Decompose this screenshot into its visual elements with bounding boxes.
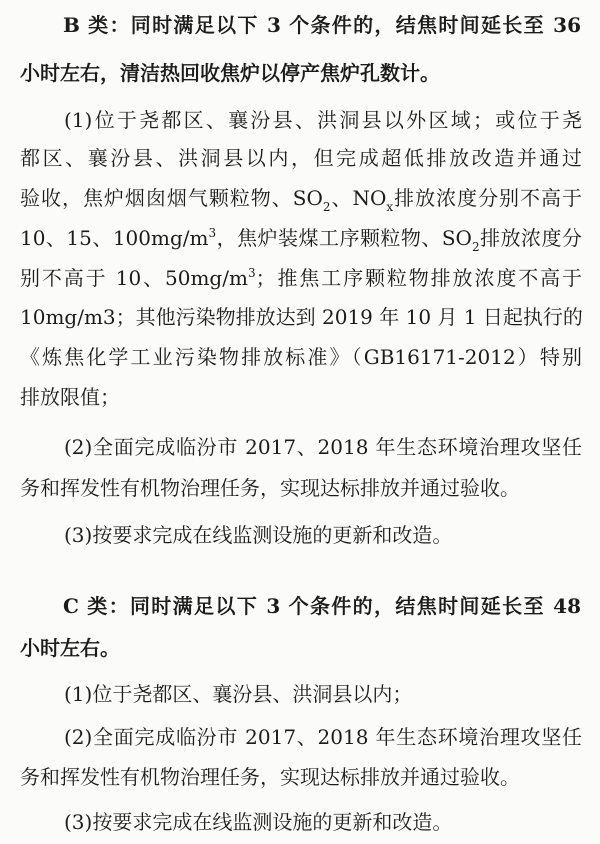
text-segment: 排放浓度分 xyxy=(479,226,583,250)
text-segment: 验收，焦炉烟囱烟气颗粒物、SO xyxy=(20,186,323,210)
section-c-item1-line1: (1)位于尧都区、襄汾县、洪洞县以内； xyxy=(64,682,413,706)
section-b-item1-line5 xyxy=(20,261,582,296)
section-b-item2-line2: 务和挥发性有机物治理任务，实现达标排放并通过验收。 xyxy=(20,476,520,500)
superscript: 3 xyxy=(247,266,256,280)
section-b-item2-line1: (2)全面完成临汾市 2017、2018 年生态环境治理攻坚任 xyxy=(64,435,582,459)
section-b-item1-line3 xyxy=(20,181,582,216)
text-segment: ；推焦工序颗粒物排放浓度不高于 xyxy=(255,266,582,290)
section-b-heading-line2: 小时左右，清洁热回收焦炉以停产焦炉孔数计。 xyxy=(20,61,440,85)
text-segment: 排放浓度分别不高于 xyxy=(393,186,583,210)
section-c-heading-line1: C 类：同时满足以下 3 个条件的，结焦时间延长至 48 xyxy=(63,594,581,618)
subscript: 2 xyxy=(322,200,331,214)
section-b-item1-line2: 都区、襄汾县、洪洞县以内，但完成超低排放改造并通过 xyxy=(20,146,582,170)
section-b-item1-line6: 10mg/m3；其他污染物排放达到 2019 年 10 月 1 日起执行的 xyxy=(20,305,583,329)
text-segment: 10、15、100mg/m xyxy=(20,226,209,250)
superscript: 3 xyxy=(208,226,217,240)
section-c-item2-line2: 务和挥发性有机物治理任务，实现达标排放并通过验收。 xyxy=(20,765,520,789)
section-c-heading-line2: 小时左右。 xyxy=(20,636,120,660)
section-b-item1-line4 xyxy=(20,221,582,256)
section-b-item1-line7: 《炼焦化学工业污染物排放标准》（GB16171-2012）特别 xyxy=(20,345,582,369)
section-c-item2-line1: (2)全面完成临汾市 2017、2018 年生态环境治理攻坚任 xyxy=(64,725,582,749)
subscript: 2 xyxy=(471,240,480,254)
section-b-item1-line1: (1)位于尧都区、襄汾县、洪洞县以外区域；或位于尧 xyxy=(64,108,582,132)
section-b-item1-line8: 排放限值； xyxy=(20,385,120,409)
section-c-item3-line1: (3)按要求完成在线监测设施的更新和改造。 xyxy=(64,810,453,834)
subscript: x xyxy=(386,200,394,214)
text-segment: 别不高于 10、50mg/m xyxy=(20,266,248,290)
section-b-heading-line1: B 类：同时满足以下 3 个条件的，结焦时间延长至 36 xyxy=(63,13,581,37)
section-b-item3-line1: (3)按要求完成在线监测设施的更新和改造。 xyxy=(64,523,453,547)
text-segment: 、NO xyxy=(330,186,387,210)
text-segment: ，焦炉装煤工序颗粒物、SO xyxy=(216,226,472,250)
